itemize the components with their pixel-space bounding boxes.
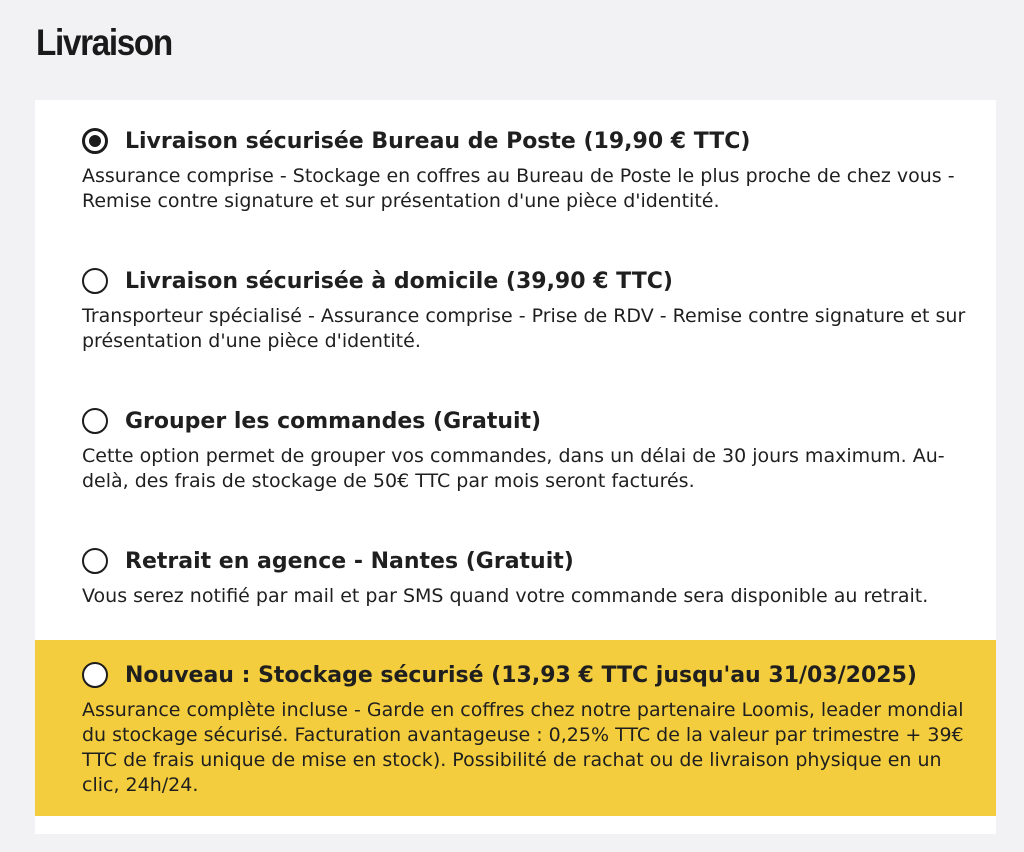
delivery-option-bureau-de-poste[interactable] <box>35 128 996 214</box>
radio-unselected-icon[interactable] <box>82 408 108 434</box>
delivery-option-retrait-agence[interactable] <box>35 548 996 609</box>
option-description: Cette option permet de grouper vos commandes, dans un délai de 30 jours maximum. Au-delà, des frais de stockage de 50€ TTC par mois seront facturés. <box>82 445 945 492</box>
page-title: Livraison <box>36 22 172 63</box>
delivery-options-panel <box>35 100 996 834</box>
delivery-option-domicile[interactable] <box>35 268 996 354</box>
option-header <box>82 662 976 688</box>
option-description: Assurance complète incluse - Garde en coffres chez notre partenaire Loomis, leader mondial du stockage sécurisé. Facturation avantageuse : 0,25% TTC de la valeur par trimestre + 39€ TTC de frais unique de mise en stock). Possibilité de rachat ou de livraison physique en un clic, 24h/24. <box>82 699 964 796</box>
delivery-option-grouper-commandes[interactable] <box>35 408 996 494</box>
option-title[interactable]: Retrait en agence - Nantes (Gratuit) <box>125 548 574 574</box>
radio-unselected-icon[interactable] <box>82 662 108 688</box>
radio-selected-icon[interactable] <box>82 128 108 154</box>
option-title[interactable]: Nouveau : Stockage sécurisé (13,93 € TTC jusqu'au 31/03/2025) <box>125 662 917 688</box>
option-description: Assurance comprise - Stockage en coffres au Bureau de Poste le plus proche de chez vous - Remise contre signature et sur présentation d'une pièce d'identité. <box>82 165 955 212</box>
option-title[interactable]: Grouper les commandes (Gratuit) <box>125 408 542 434</box>
radio-unselected-icon[interactable] <box>82 548 108 574</box>
option-header <box>82 408 976 434</box>
option-title[interactable]: Livraison sécurisée à domicile (39,90 € TTC) <box>125 268 673 294</box>
option-header <box>82 268 976 294</box>
option-description: Transporteur spécialisé - Assurance comprise - Prise de RDV - Remise contre signature et sur présentation d'une pièce d'identité. <box>82 305 966 352</box>
option-header <box>82 128 976 154</box>
option-description: Vous serez notifié par mail et par SMS quand votre commande sera disponible au retrait. <box>82 585 929 607</box>
radio-unselected-icon[interactable] <box>82 268 108 294</box>
option-title[interactable]: Livraison sécurisée Bureau de Poste (19,90 € TTC) <box>125 128 751 154</box>
delivery-option-stockage-securise[interactable] <box>35 640 996 816</box>
option-header <box>82 548 976 574</box>
